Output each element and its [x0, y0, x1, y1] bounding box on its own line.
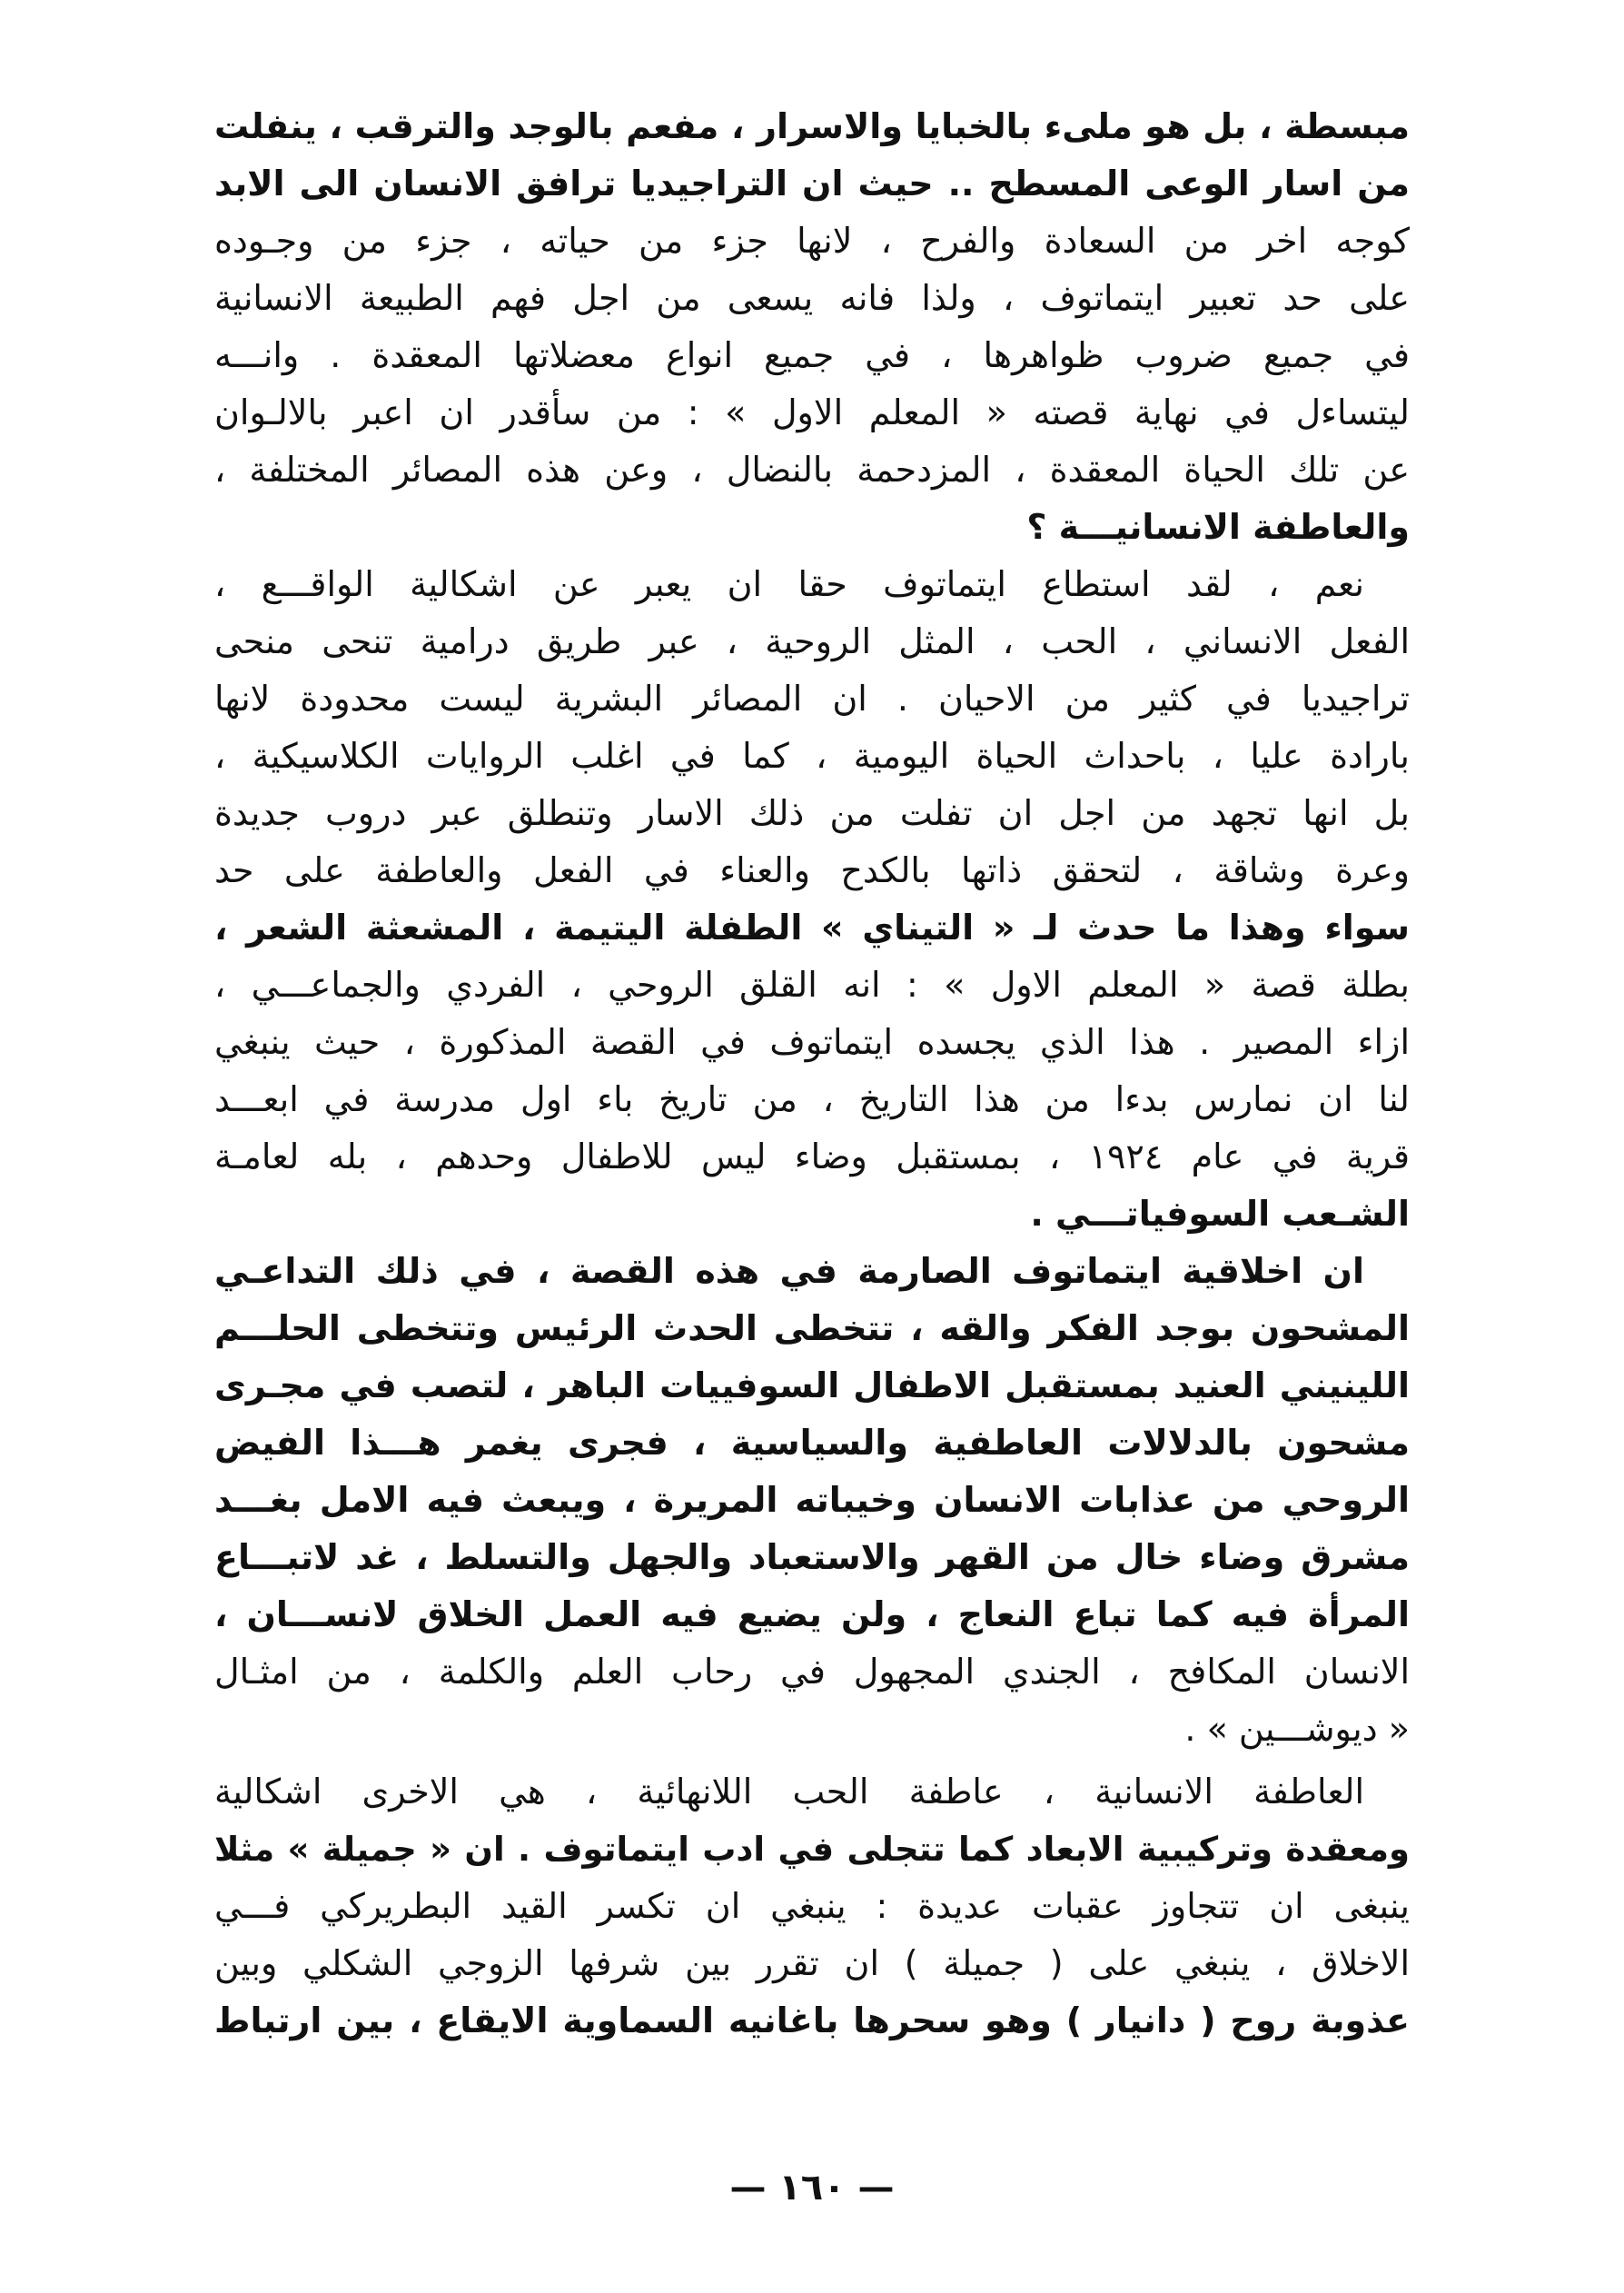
text-line: الفعل الانساني ، الحب ، المثل الروحية ، عبر طريق درامية تنحى منحى: [214, 621, 1410, 661]
text-line: عن تلك الحياة المعقدة ، المزدحمة بالنضال ، وعن هذه المصائر المختلفة ،: [214, 450, 1410, 490]
text-line: اللينيني العنيد بمستقبل الاطفال السوفييات الباهر ، لتصب في مجـرى: [214, 1365, 1410, 1405]
text-line: الانسان المكافح ، الجندي المجهول في رحاب العلم والكلمة ، من امثـال: [214, 1652, 1410, 1692]
body-text: [214, 98, 1410, 2050]
text-line: مبسطة ، بل هو ملىء بالخبايا والاسرار ، مفعم بالوجد والترقب ، ينفلت: [214, 106, 1410, 146]
text-line: العاطفة الانسانية ، عاطفة الحب اللانهائية ، هي الاخرى اشكالية: [214, 1772, 1364, 1812]
text-line: تراجيديا في كثير من الاحيان . ان المصائر البشرية ليست محدودة لانها: [214, 679, 1410, 719]
text-line: من اسار الوعى المسطح .. حيث ان التراجيديا ترافق الانسان الى الابد: [214, 164, 1410, 203]
text-line: مشحون بالدلالات العاطفية والسياسية ، فجرى يغمر هـــذا الفيض: [214, 1423, 1410, 1463]
text-line: المشحون بوجد الفكر والقه ، تتخطى الحدث الرئيس وتتخطى الحلـــم: [214, 1308, 1410, 1348]
text-line: المرأة فيه كما تباع النعاج ، ولن يضيع فيه العمل الخلاق لانســـان ،: [214, 1594, 1410, 1634]
text-line: ان اخلاقية ايتماتوف الصارمة في هذه القصة ، في ذلك التداعـي: [214, 1251, 1364, 1291]
text-line: لنا ان نمارس بدءا من هذا التاريخ ، من تاريخ باء اول مدرسة في ابعـــد: [214, 1079, 1410, 1119]
text-line: على حد تعبير ايتماتوف ، ولذا فانه يسعى من اجل فهم الطبيعة الانسانية: [214, 278, 1410, 318]
text-line: والعاطفة الانسانيـــة ؟: [1026, 507, 1410, 547]
text-line: في جميع ضروب ظواهرها ، في جميع انواع معضلاتها المعقدة . وانـــه: [214, 335, 1410, 375]
text-line: ينبغى ان تتجاوز عقبات عديدة : ينبغي ان تكسر القيد البطريركي فـــي: [214, 1886, 1410, 1926]
text-line: وعرة وشاقة ، لتحقق ذاتها بالكدح والعناء في الفعل والعاطفة على حد: [214, 850, 1410, 890]
text-line: ليتساءل في نهاية قصته « المعلم الاول » : من سأقدر ان اعبر بالالـوان: [214, 392, 1410, 432]
text-line: « ديوشـــين » .: [1184, 1709, 1410, 1749]
text-line: كوجه اخر من السعادة والفرح ، لانها جزء من حياته ، جزء من وجـوده: [214, 221, 1410, 261]
text-line: بطلة قصة « المعلم الاول » : انه القلق الروحي ، الفردي والجماعـــي ،: [214, 965, 1410, 1005]
text-line: ازاء المصير . هذا الذي يجسده ايتماتوف في القصة المذكورة ، حيث ينبغي: [214, 1022, 1410, 1062]
text-line: قرية في عام ١٩٢٤ ، بمستقبل وضاء ليس للاطفال وحدهم ، بله لعامـة: [214, 1137, 1410, 1176]
text-line: الروحي من عذابات الانسان وخيباته المريرة ، ويبعث فيه الامل بغـــد: [214, 1480, 1410, 1520]
text-line: مشرق وضاء خال من القهر والاستعباد والجهل والتسلط ، غد لاتبـــاع: [214, 1537, 1410, 1577]
text-line: بارادة عليا ، باحداث الحياة اليومية ، كما في اغلب الروايات الكلاسيكية ،: [214, 736, 1410, 776]
text-line: عذوبة روح ( دانيار ) وهو سحرها باغانيه السماوية الايقاع ، بين ارتباط: [214, 2000, 1410, 2040]
text-line: ومعقدة وتركيبية الابعاد كما تتجلى في ادب ايتماتوف . ان « جميلة » مثلا: [214, 1830, 1410, 1869]
text-line: بل انها تجهد من اجل ان تفلت من ذلك الاسار وتنطلق عبر دروب جديدة: [214, 793, 1410, 833]
page-number: — ١٦٠ —: [729, 2167, 895, 2209]
text-line: الشـعب السوفياتـــي .: [1030, 1194, 1410, 1234]
text-line: سواء وهذا ما حدث لـ « التيناي » الطفلة اليتيمة ، المشعثة الشعر ،: [214, 908, 1410, 948]
text-line: الاخلاق ، ينبغي على ( جميلة ) ان تقرر بين شرفها الزوجي الشكلي وبين: [214, 1943, 1410, 1983]
text-line: نعم ، لقد استطاع ايتماتوف حقا ان يعبر عن اشكالية الواقـــع ،: [214, 564, 1364, 604]
